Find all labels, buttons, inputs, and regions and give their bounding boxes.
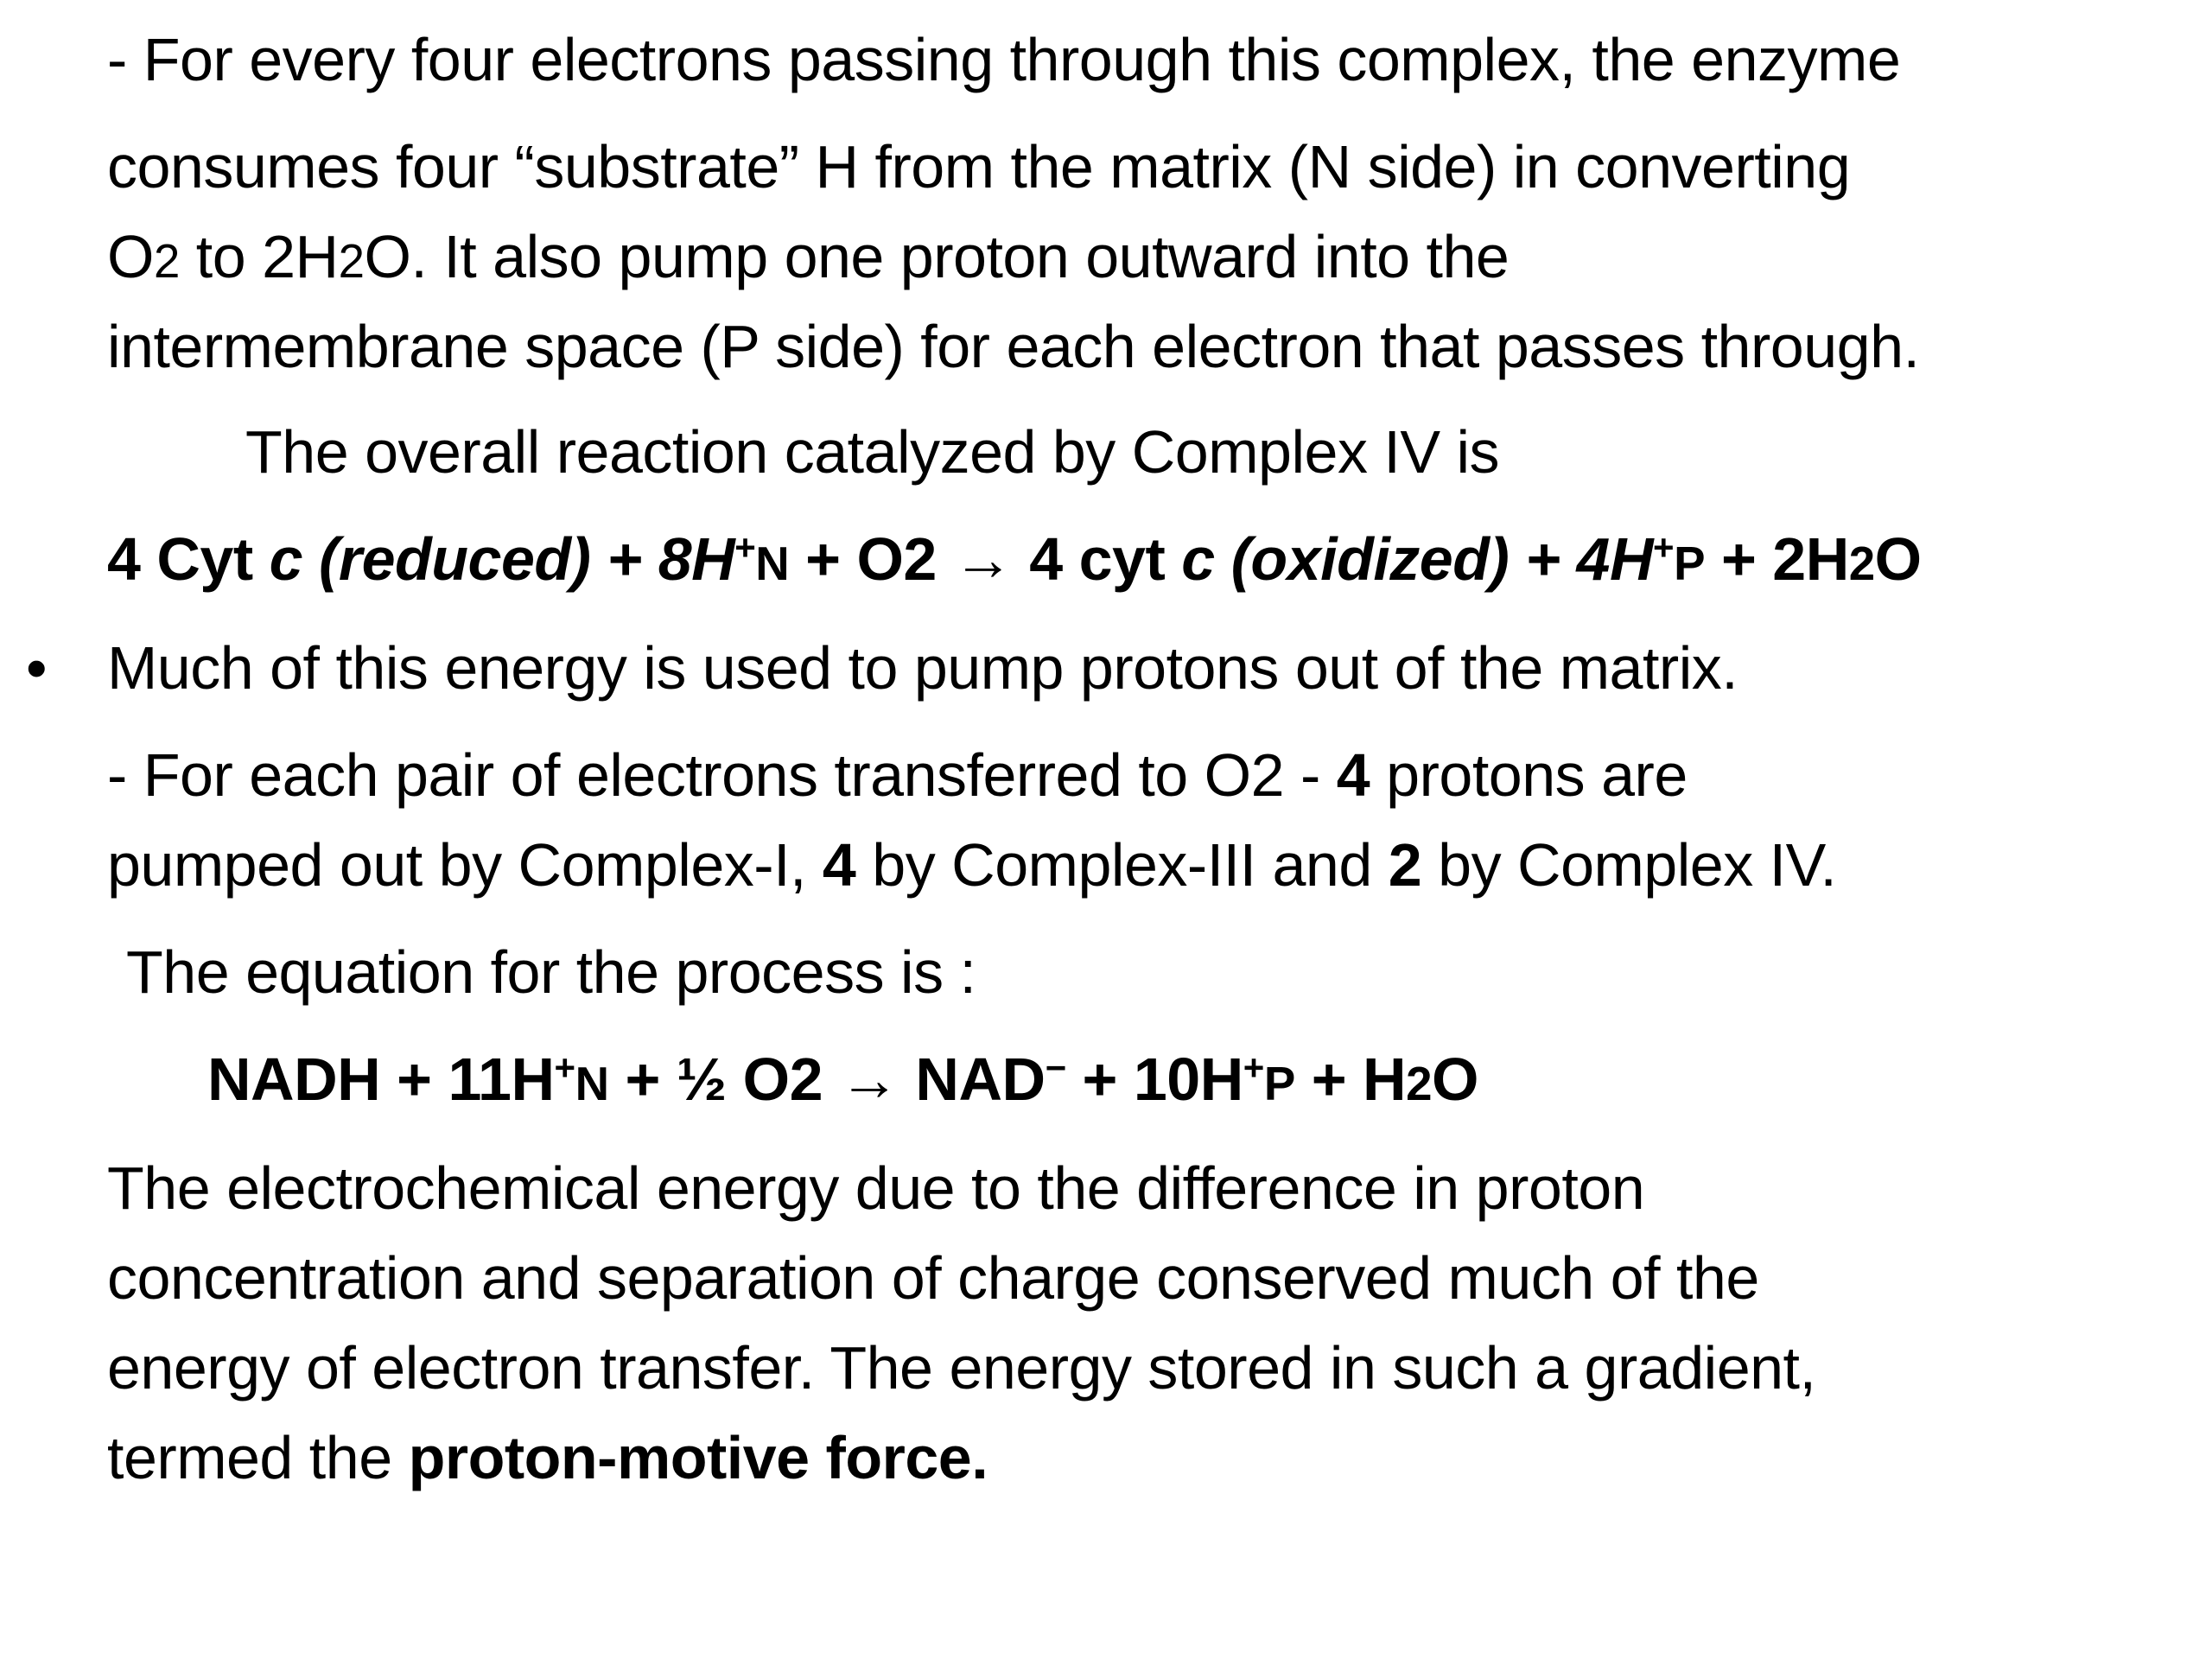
bold-number: 4	[822, 831, 856, 899]
subscript: 2	[153, 235, 180, 288]
eq-oxidized: (oxidized) + 4H	[1214, 525, 1654, 593]
eq-text: + 2H	[1705, 525, 1849, 593]
eq-text: 4 Cyt	[107, 525, 270, 593]
bold-number: 4	[1336, 741, 1370, 809]
eq-c: c	[1181, 525, 1215, 593]
text: pumped out by Complex-I,	[107, 831, 823, 899]
text: protons are	[1370, 741, 1688, 809]
text: to 2H	[179, 223, 339, 290]
eq-text: + 10H	[1065, 1046, 1243, 1113]
subscript-p: P	[1674, 537, 1705, 590]
text: by Complex IV.	[1421, 831, 1837, 899]
text: termed the	[107, 1424, 409, 1491]
eq-text: O	[1431, 1046, 1478, 1113]
subscript: 2	[1406, 1058, 1432, 1110]
subscript-p: P	[1263, 1058, 1295, 1110]
paragraph3-line4	[107, 1424, 988, 1491]
process-equation	[207, 1046, 1478, 1113]
bold-number: 2	[1388, 831, 1422, 899]
eq-text: NADH + 11H	[207, 1046, 555, 1113]
bullet-icon: •	[26, 634, 48, 702]
eq-text: + H	[1294, 1046, 1407, 1113]
superscript-plus: +	[554, 1046, 575, 1088]
text: - For each pair of electrons transferred to O2 -	[107, 741, 1337, 809]
paragraph1-line1: - For every four electrons passing through this complex, the enzyme	[107, 26, 1901, 93]
bullet-text: Much of this energy is used to pump protons out of the matrix.	[107, 634, 1738, 702]
subscript: 2	[338, 235, 365, 288]
overall-reaction-intro: The overall reaction catalyzed by Complex IV is	[245, 418, 1500, 486]
eq-text: + O2 → 4 cyt	[789, 525, 1182, 593]
text: O. It also pump one proton outward into the	[364, 223, 1510, 290]
paragraph3-line1: The electrochemical energy due to the difference in proton	[107, 1154, 1645, 1222]
overall-reaction-equation	[107, 525, 1922, 593]
subscript-n: N	[755, 537, 790, 590]
paragraph2-line2	[107, 831, 1837, 899]
eq-reduced: (reduced) + 8H	[302, 525, 735, 593]
superscript-minus: −	[1045, 1046, 1066, 1088]
superscript-plus: +	[1653, 526, 1675, 568]
text: by Complex-III and	[855, 831, 1389, 899]
paragraph3-line2: concentration and separation of charge conserved much of the	[107, 1244, 1759, 1312]
superscript-plus: +	[734, 526, 756, 568]
text-o: O	[107, 223, 154, 290]
superscript-plus: +	[1243, 1046, 1264, 1088]
paragraph1-line4: intermembrane space (P side) for each electron that passes through.	[107, 313, 1920, 380]
paragraph3-line3: energy of electron transfer. The energy stored in such a gradient,	[107, 1334, 1816, 1402]
paragraph2-line1	[107, 741, 1688, 809]
paragraph1-line2: consumes four “substrate” H from the matrix (N side) in converting	[107, 133, 1851, 200]
subscript-n: N	[575, 1058, 609, 1110]
subscript: 2	[1848, 537, 1875, 590]
proton-motive-force-term: proton-motive force.	[408, 1424, 988, 1491]
eq-text: + ½ O2 → NAD	[608, 1046, 1046, 1113]
process-equation-intro: The equation for the process is :	[126, 938, 976, 1006]
eq-c: c	[269, 525, 303, 593]
eq-text: O	[1874, 525, 1922, 593]
paragraph1-line3	[107, 223, 1510, 290]
